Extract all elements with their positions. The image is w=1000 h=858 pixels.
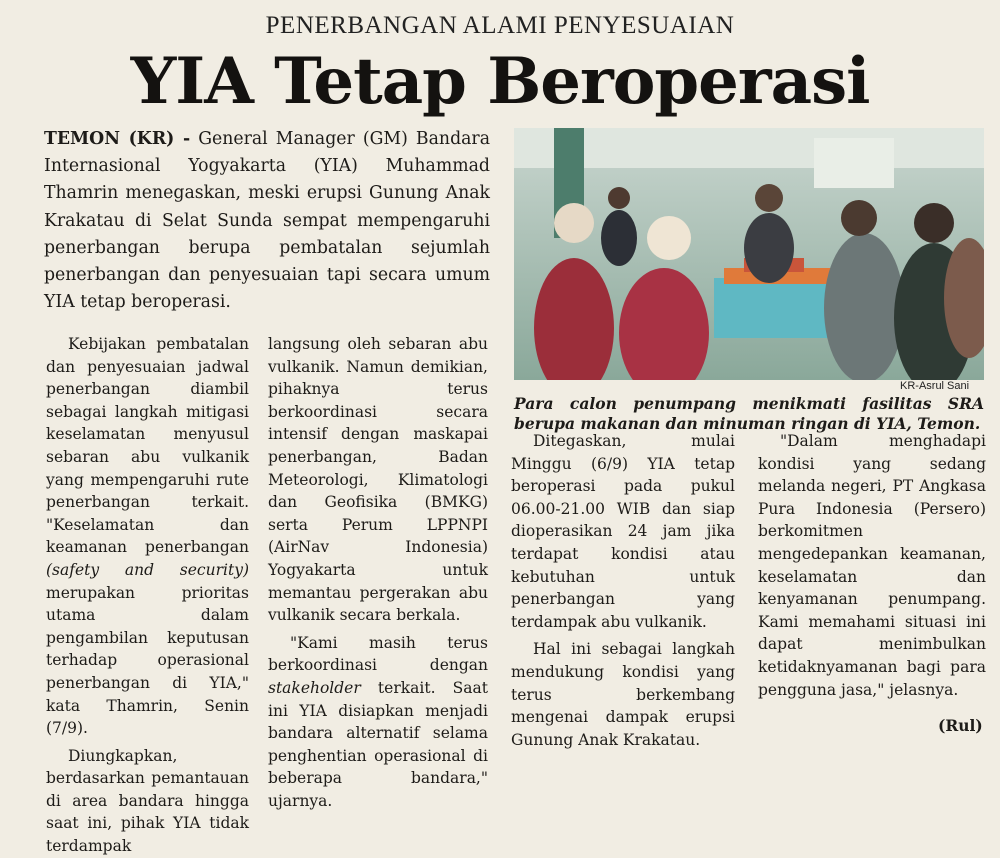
article-kicker: PENERBANGAN ALAMI PENYESUAIAN: [265, 12, 735, 39]
column-3-paragraph-2: Hal ini sebagai langkah mendukung kondisi yang terus berkembang mengenai dampak erupsi Gunung Anak Krakatau.: [511, 640, 735, 749]
photo-caption: Para calon penumpang menikmati fasilitas SRA berupa makanan dan minuman ringan di YIA, Temon.: [514, 394, 984, 433]
lead-text: General Manager (GM) Bandara Internasional Yogyakarta (YIA) Muhammad Thamrin menegaskan, meski erupsi Gunung Anak Krakatau di Selat Sunda sempat mempengaruhi penerbangan berupa pembatalan sejumlah penerbangan dan penyesuaian tapi secara umum YIA tetap beroperasi.: [44, 129, 490, 313]
column-1-paragraph-2: Diungkapkan, berdasarkan pemantauan di area bandara hingga saat ini, pihak YIA tidak terdampak: [46, 746, 249, 856]
article-lead: [44, 126, 490, 316]
article-column-2: [268, 333, 488, 812]
article-photo: [514, 128, 984, 380]
photo-credit: KR-Asrul Sani: [900, 380, 970, 392]
article-column-4: [758, 430, 986, 701]
column-2-paragraph-1: langsung oleh sebaran abu vulkanik. Namun demikian, pihaknya terus berkoordinasi secara intensif dengan maskapai penerbangan, Badan Meteorologi, Klimatologi dan Geofisika (BMKG) serta Perum LPPNPI (AirNav Indonesia) Yogyakarta untuk memantau pergerakan abu vulkanik secara berkala.: [268, 335, 488, 625]
airport-lounge-photo: [514, 128, 984, 380]
article-dateline: TEMON (KR) -: [44, 129, 191, 149]
column-2-paragraph-2: "Kami masih terus berkoordinasi dengan stakeholder terkait. Saat ini YIA disiapkan menjadi bandara alternatif selama penghentian operasional di beberapa bandara," ujarnya.: [268, 633, 488, 810]
column-3-paragraph-1: Ditegaskan, mulai Minggu (6/9) YIA tetap beroperasi pada pukul 06.00-21.00 WIB dan siap dioperasikan 24 jam jika terdapat kondisi atau kebutuhan untuk penerbangan yang terdampak abu vulkanik.: [511, 432, 735, 631]
article-headline: YIA Tetap Beroperasi: [130, 44, 870, 119]
column-4-paragraph-1: "Dalam menghadapi kondisi yang sedang melanda negeri, PT Angkasa Pura Indonesia (Persero) berkomitmen mengedepankan keamanan, keselamatan dan kenyamanan penumpang. Kami memahami situasi ini dapat menimbulkan ketidaknyamanan bagi para pengguna jasa," jelasnya.: [758, 432, 986, 699]
article-column-1: [46, 333, 249, 858]
article-column-3: [511, 430, 735, 751]
column-1-paragraph-1: Kebijakan pembatalan dan penyesuaian jadwal penerbangan diambil sebagai langkah mitigasi keselamatan menyusul sebaran abu vulkanik yang mempengaruhi rute penerbangan terkait. "Keselamatan dan keamanan penerbangan (safety and security) merupakan prioritas utama dalam pengambilan keputusan terhadap operasional penerbangan di YIA," kata Thamrin, Senin (7/9).: [46, 335, 249, 738]
article-signoff: (Rul): [938, 716, 983, 735]
